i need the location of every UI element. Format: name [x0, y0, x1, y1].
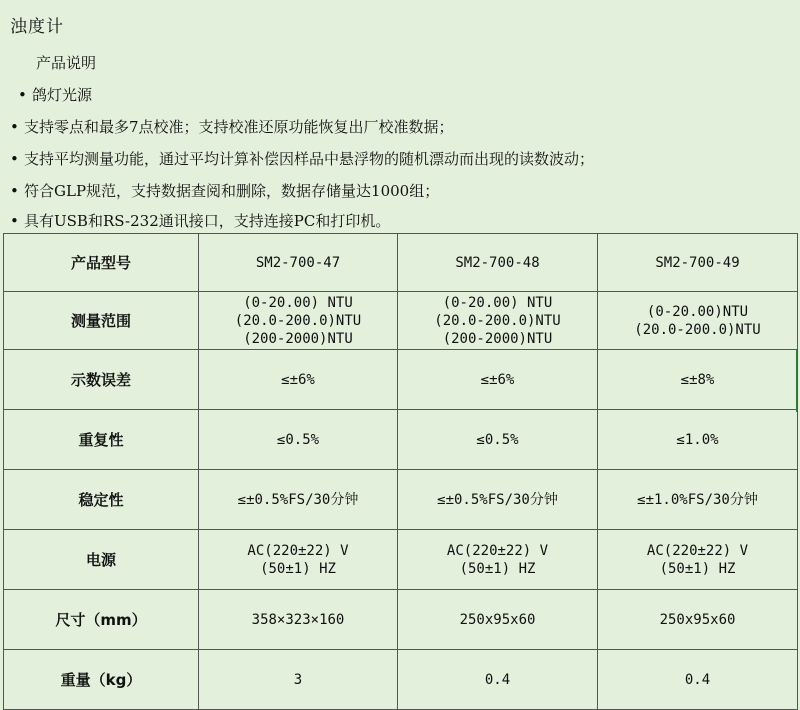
value-cell	[199, 292, 398, 350]
bullet-icon: •	[10, 150, 19, 168]
value-cell: 250x95x60	[398, 590, 598, 650]
value-cell: ≤±0.5%FS/30分钟	[398, 470, 598, 530]
table-row	[4, 590, 798, 650]
value-cell: 358×323×160	[199, 590, 398, 650]
value-line: (0-20.00) NTU	[243, 294, 353, 311]
value-cell: 0.4	[398, 650, 598, 710]
table-row	[4, 470, 798, 530]
value-cell: 3	[199, 650, 398, 710]
edge-divider	[796, 350, 800, 412]
value-cell: ≤±8%	[598, 350, 798, 410]
table-row	[4, 530, 798, 590]
table-row	[4, 410, 798, 470]
row-label-cell: 重复性	[4, 410, 199, 470]
value-line: (0-20.00) NTU	[442, 294, 553, 311]
value-cell	[398, 530, 598, 590]
value-line: (50±1) HZ	[260, 560, 336, 577]
value-line: AC(220±22) V	[247, 542, 349, 559]
value-line: (0-20.00)NTU	[646, 303, 749, 320]
row-label-cell: 稳定性	[4, 470, 199, 530]
table-row	[4, 292, 798, 350]
value-cell: ≤±1.0%FS/30分钟	[598, 470, 798, 530]
feature-text: 支持零点和最多7点校准；支持校准还原功能恢复出厂校准数据；	[24, 118, 454, 136]
feature-text: 具有USB和RS-232通讯接口，支持连接PC和打印机。	[24, 212, 391, 230]
value-line: (20.0-200.0)NTU	[234, 312, 362, 329]
table-row	[4, 350, 798, 410]
feature-text: 鸽灯光源	[32, 86, 93, 104]
page-subtitle: 产品说明	[36, 54, 97, 72]
value-line: (200-2000)NTU	[243, 330, 353, 347]
spec-table	[3, 233, 798, 710]
value-cell: 250x95x60	[598, 590, 798, 650]
value-line: (50±1) HZ	[459, 560, 536, 577]
row-label-cell: 重量（kg）	[4, 650, 199, 710]
value-line: AC(220±22) V	[446, 542, 549, 559]
value-cell: ≤0.5%	[199, 410, 398, 470]
header-label-cell: 产品型号	[4, 234, 199, 292]
value-cell: ≤±6%	[398, 350, 598, 410]
value-line: AC(220±22) V	[646, 542, 749, 559]
value-cell: ≤±0.5%FS/30分钟	[199, 470, 398, 530]
bullet-icon: •	[18, 86, 27, 104]
feature-item	[10, 180, 439, 201]
model-cell: SM2-700-48	[398, 234, 598, 292]
model-cell: SM2-700-47	[199, 234, 398, 292]
value-cell	[598, 292, 798, 350]
value-line: (200-2000)NTU	[442, 330, 553, 347]
value-cell: ≤±6%	[199, 350, 398, 410]
value-cell	[598, 530, 798, 590]
value-line: (20.0-200.0)NTU	[634, 321, 761, 338]
value-cell: ≤1.0%	[598, 410, 798, 470]
row-label-cell: 示数误差	[4, 350, 199, 410]
bullet-icon: •	[10, 212, 19, 230]
value-cell	[398, 292, 598, 350]
model-cell: SM2-700-49	[598, 234, 798, 292]
row-label-cell: 测量范围	[4, 292, 199, 350]
bullet-icon: •	[10, 118, 19, 136]
feature-item	[10, 148, 594, 169]
value-cell: 0.4	[598, 650, 798, 710]
table-row	[4, 650, 798, 710]
feature-item	[18, 84, 92, 105]
value-line: (50±1) HZ	[659, 560, 736, 577]
row-label-cell: 尺寸（mm）	[4, 590, 199, 650]
feature-item	[10, 116, 454, 137]
value-cell: ≤0.5%	[398, 410, 598, 470]
feature-item	[10, 210, 390, 231]
bullet-icon: •	[10, 182, 19, 200]
feature-text: 支持平均测量功能，通过平均计算补偿因样品中悬浮物的随机漂动而出现的读数波动；	[24, 150, 595, 168]
value-line: (20.0-200.0)NTU	[434, 312, 561, 329]
row-label-cell: 电源	[4, 530, 199, 590]
table-header-row	[4, 234, 798, 292]
feature-text: 符合GLP规范，支持数据查阅和删除，数据存储量达1000组；	[24, 182, 440, 200]
page-title: 浊度计	[10, 17, 64, 37]
value-cell	[199, 530, 398, 590]
